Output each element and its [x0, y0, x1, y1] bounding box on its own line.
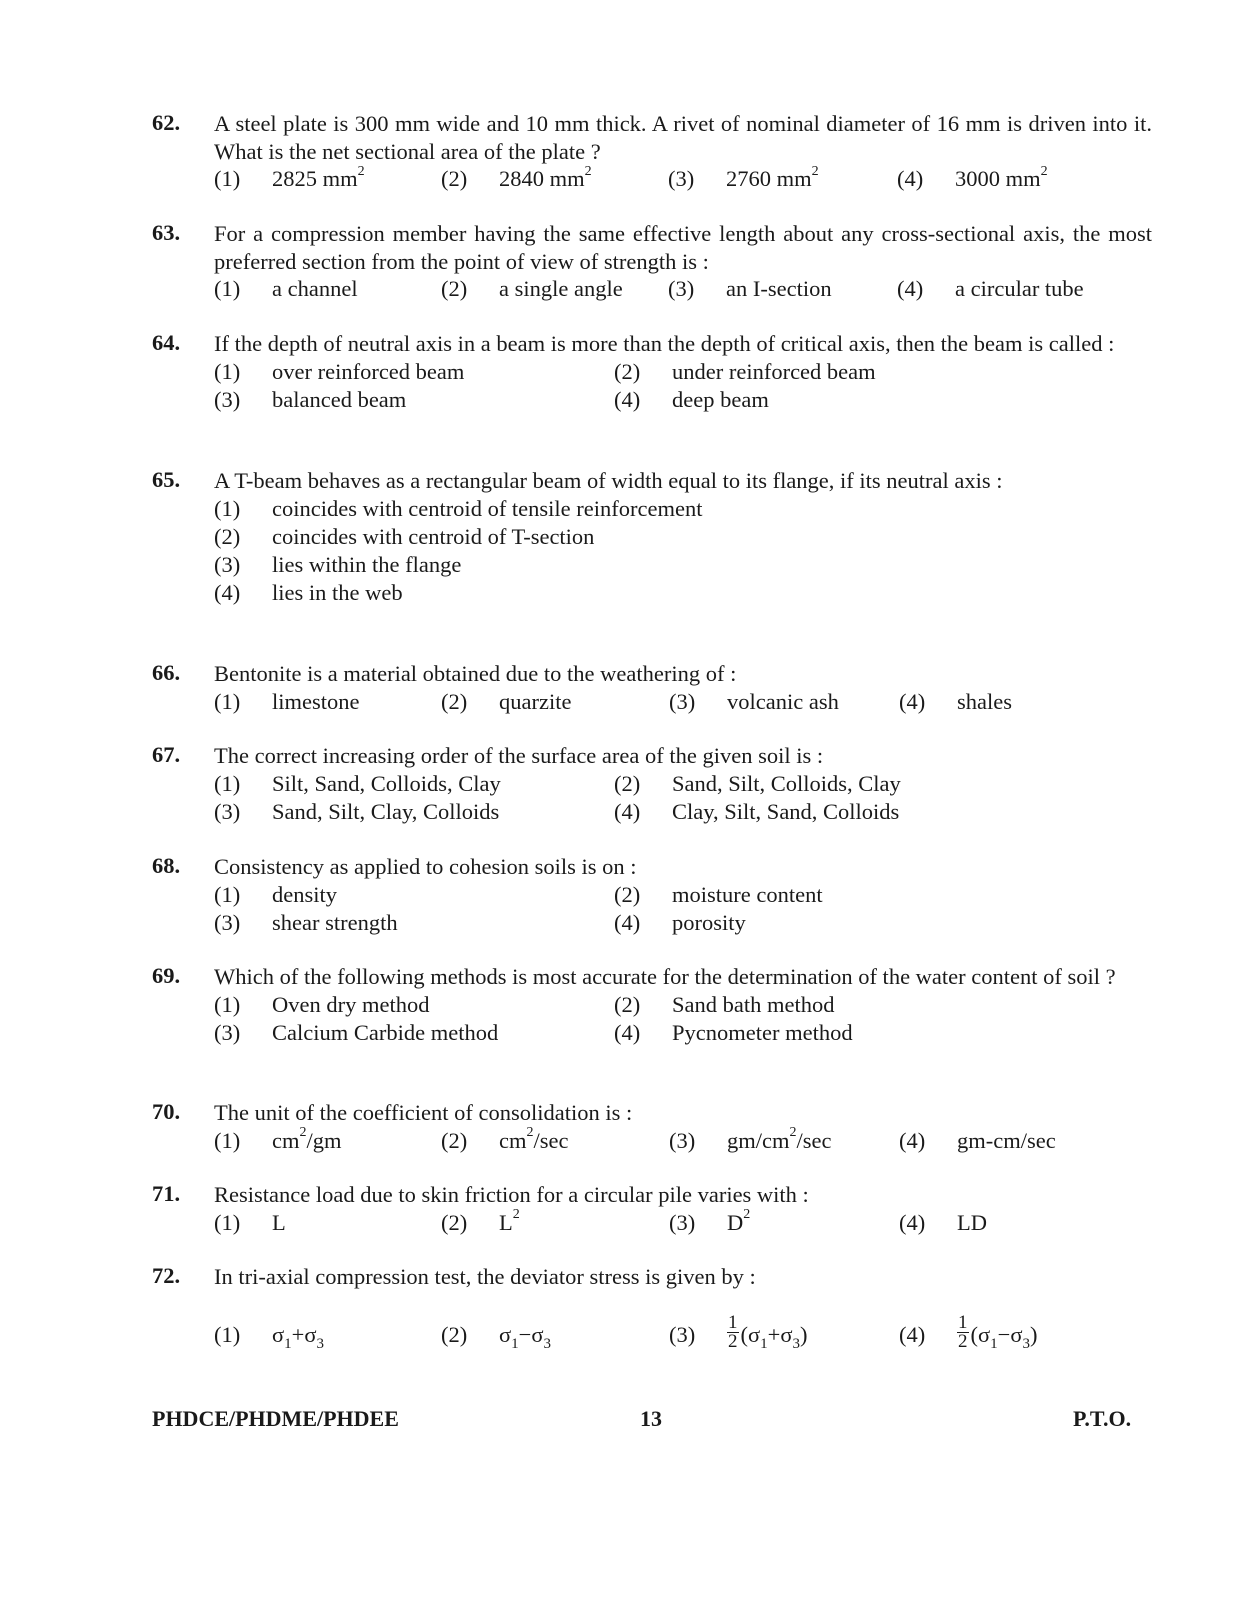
question-text: A T-beam behaves as a rectangular beam of width equal to its flange, if its neutral axis : [214, 468, 1003, 493]
option-2: (2) quarzite [441, 688, 572, 714]
question-text: Which of the following methods is most accurate for the determination of the water content of soil ? [214, 964, 1116, 989]
question-number: 69. [152, 963, 181, 988]
option-2: (2) a single angle [441, 276, 623, 301]
question-62 [152, 110, 1152, 193]
option-3: (3) 2760 $mm^2$ [668, 163, 819, 191]
option-3: (3) volcanic ash [669, 688, 839, 714]
option-3: (3) $\frac{1}{2}$ $(\sigma_1+\sigma_3)$ [669, 1311, 808, 1352]
option-2: (2) Sand, Silt, Colloids, Clay [614, 770, 901, 796]
question-number: 68. [152, 853, 181, 878]
options [214, 358, 1152, 414]
option-2: (2) moisture content [614, 881, 823, 907]
option-4: (4) 3000 $mm^2$ [897, 163, 1048, 191]
options [214, 1311, 1152, 1355]
question-text: The unit of the coefficient of consolidation is : [214, 1100, 633, 1125]
question-text: Consistency as applied to cohesion soils is on : [214, 854, 637, 879]
question-number: 67. [152, 742, 181, 767]
question-number: 62. [152, 110, 181, 135]
question-number: 64. [152, 330, 181, 355]
option-3: (3) lies within the flange [214, 551, 462, 577]
option-4: (4) gm-cm/sec [899, 1127, 1056, 1153]
option-4: (4) Pycnometer method [614, 1019, 853, 1045]
options [214, 881, 1152, 937]
option-2: (2) $\sigma_1-\sigma_3$ [441, 1321, 551, 1352]
options [214, 991, 1152, 1047]
option-1: (1) limestone [214, 688, 360, 714]
option-3: (3) $D^2$ [669, 1207, 751, 1235]
question-70 [152, 1099, 1152, 1155]
options [214, 1127, 1152, 1155]
options [214, 770, 1152, 826]
question-number: 71. [152, 1181, 181, 1206]
pto-label: P.T.O. [1073, 1406, 1132, 1431]
options [214, 495, 1152, 607]
question-66 [152, 660, 1152, 716]
option-4: (4) LD [899, 1209, 987, 1235]
option-1: (1) $\sigma_1+\sigma_3$ [214, 1321, 324, 1352]
option-4: (4) porosity [614, 909, 746, 935]
options [214, 688, 1152, 716]
option-3: (3) Calcium Carbide method [214, 1019, 499, 1045]
option-3: (3) Sand, Silt, Clay, Colloids [214, 798, 500, 824]
option-1: (1) coincides with centroid of tensile reinforcement [214, 495, 703, 521]
option-3: (3) shear strength [214, 909, 398, 935]
question-text: For a compression member having the same effective length about any cross-sectional axis, the most preferred section from the point of view of strength is : [214, 221, 1152, 274]
option-2: (2) coincides with centroid of T-section [214, 523, 595, 549]
option-4: (4) Clay, Silt, Sand, Colloids [614, 798, 900, 824]
option-1: (1) L [214, 1209, 286, 1235]
option-1: (1) Oven dry method [214, 991, 430, 1017]
option-2: (2) under reinforced beam [614, 358, 876, 384]
question-number: 66. [152, 660, 181, 685]
option-1: (1) a channel [214, 276, 358, 301]
question-text: Bentonite is a material obtained due to the weathering of : [214, 661, 737, 686]
question-text: The correct increasing order of the surface area of the given soil is : [214, 743, 824, 768]
option-1: (1) Silt, Sand, Colloids, Clay [214, 770, 501, 796]
question-69 [152, 963, 1152, 1047]
option-2: (2) 2840 $mm^2$ [441, 163, 592, 191]
question-number: 70. [152, 1099, 181, 1124]
option-4: (4) a circular tube [897, 276, 1084, 301]
question-text: Resistance load due to skin friction for a circular pile varies with : [214, 1182, 809, 1207]
option-3: (3) $gm/cm^2/\sec$ [669, 1125, 832, 1153]
question-64 [152, 330, 1152, 414]
options [214, 1209, 1152, 1237]
question-number: 72. [152, 1263, 181, 1288]
question-63 [152, 220, 1152, 303]
question-text: If the depth of neutral axis in a beam is more than the depth of critical axis, then the beam is called : [214, 331, 1115, 356]
question-65 [152, 467, 1152, 607]
option-4: (4) deep beam [614, 386, 769, 412]
option-3: (3) an I-section [668, 276, 832, 301]
question-number: 65. [152, 467, 181, 492]
question-68 [152, 853, 1152, 937]
question-72 [152, 1263, 1152, 1355]
option-2: (2) Sand bath method [614, 991, 835, 1017]
question-number: 63. [152, 220, 181, 245]
question-71 [152, 1181, 1152, 1237]
option-1: (1) over reinforced beam [214, 358, 465, 384]
option-4: (4) lies in the web [214, 579, 403, 605]
options [214, 165, 1152, 193]
fraction-half: $\frac{1}{2}$ [958, 1311, 968, 1352]
options [214, 275, 1152, 303]
page-number: 13 [640, 1406, 662, 1431]
question-text: In tri-axial compression test, the deviator stress is given by : [214, 1264, 756, 1289]
question-text: A steel plate is 300 mm wide and 10 mm thick. A rivet of nominal diameter of 16 mm is driven into it. What is the net sectional area of the plate ? [214, 111, 1152, 164]
paper-code: PHDCE/PHDME/PHDEE [152, 1406, 399, 1431]
option-3: (3) balanced beam [214, 386, 407, 412]
fraction-half: $\frac{1}{2}$ [728, 1311, 738, 1352]
option-1: (1) density [214, 881, 337, 907]
option-4: (4) $\frac{1}{2}$ $(\sigma_1-\sigma_3)$ [899, 1311, 1038, 1352]
option-4: (4) shales [899, 688, 1012, 714]
option-1: (1) 2825 $mm^2$ [214, 163, 365, 191]
option-2: (2) $cm^2/\sec$ [441, 1125, 569, 1153]
option-2: (2) $L^2$ [441, 1207, 520, 1235]
option-1: (1) $cm^2/gm$ [214, 1125, 342, 1153]
question-67 [152, 742, 1152, 826]
